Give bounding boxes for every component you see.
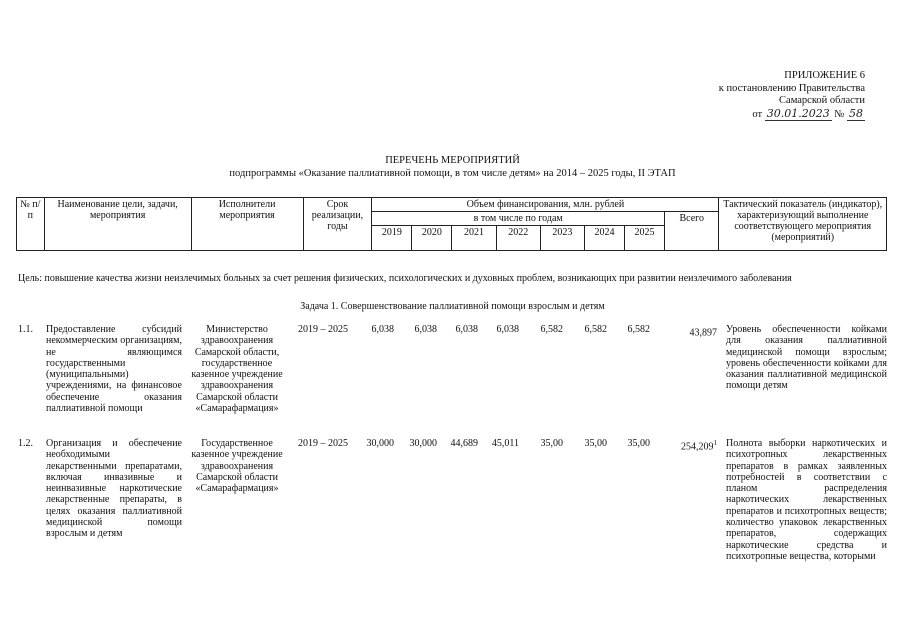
header-year: 2025: [624, 226, 664, 251]
row-name: Организация и обеспечение необходимыми лекарственными препаратами, включая инвазивные и неинвазивные наркотические лекарственные препараты, в целях оказания паллиативной медицинской помощи взрослым и детям: [46, 438, 182, 540]
appendix-line2: к постановлению Правительства: [718, 82, 865, 94]
header-year: 2019: [372, 226, 412, 251]
row-number: 1.2.: [18, 438, 33, 449]
row-value: 6,582: [584, 324, 607, 335]
row-indicator: Уровень обеспеченности койками для оказания паллиативной медицинской помощи взрослым; уровень обеспеченности койками для оказания паллиативной медицинской помощи детям: [726, 324, 887, 392]
row-value: 6,038: [496, 324, 519, 335]
document-title: ПЕРЕЧЕНЬ МЕРОПРИЯТИЙ: [385, 155, 520, 166]
appendix-block: [640, 70, 865, 121]
header-by-years: в том числе по годам: [372, 212, 665, 226]
header-year: 2023: [540, 226, 584, 251]
row-term: 2019 – 2025: [298, 438, 348, 449]
row-value: 6,038: [371, 324, 394, 335]
row-total-footnote: 1: [713, 439, 717, 447]
row-total-value: 254,209: [681, 441, 714, 453]
row-total-value: 43,897: [689, 327, 717, 339]
appendix-date-line: [640, 108, 865, 122]
row-number: 1.1.: [18, 324, 33, 335]
header-name: Наименование цели, задачи, мероприятия: [44, 198, 191, 251]
row-value: 6,038: [414, 324, 437, 335]
header-num: № п/п: [17, 198, 45, 251]
document-subtitle: подпрограммы «Оказание паллиативной помощи, в том числе детям» на 2014 – 2025 годы, II ЭТАП: [229, 168, 676, 179]
row-indicator: Полнота выборки наркотических и психотропных лекарственных препаратов в рамках заявленных потребностей в соответствии с планом распределения наркотических лекарственных препаратов и психотропных веществ; количество упаковок лекарственных препаратов, содержащих наркотические средства и психотропные вещества, которыми: [726, 438, 887, 562]
goal-text: Цель: повышение качества жизни неизлечимых больных за счет решения физических, психологических и духовных проблем, возникающих при развитии неизлечимого заболевания: [18, 273, 792, 284]
appendix-line3: Самарской области: [779, 95, 865, 106]
row-value: 30,000: [366, 438, 394, 449]
row-executor: Государственное казенное учреждение здравоохранения Самарской области «Самарафармация»: [191, 438, 283, 495]
row-name: Предоставление субсидий некоммерческим организациям, не являющимся государственными (муниципальными) учреждениями, на финансовое обеспечение оказания паллиативной помощи: [46, 324, 182, 415]
header-term: Срок реализации, годы: [303, 198, 372, 251]
row-value: 35,00: [540, 438, 563, 449]
header-year: 2024: [584, 226, 624, 251]
row-term: 2019 – 2025: [298, 324, 348, 335]
date-value: 30.01.2023: [766, 106, 830, 120]
row-value: 35,00: [584, 438, 607, 449]
header-year: 2021: [452, 226, 496, 251]
row-value: 6,582: [627, 324, 650, 335]
appendix-line1: ПРИЛОЖЕНИЕ 6: [784, 70, 865, 81]
header-year: 2020: [412, 226, 452, 251]
header-executor: Исполнители мероприятия: [191, 198, 303, 251]
header-volume: Объем финансирования, млн. рублей: [372, 198, 719, 212]
row-value: 6,038: [455, 324, 478, 335]
header-indicator: Тактический показатель (индикатор), характеризующий выполнение соответствующего мероприятия (мероприятий): [719, 198, 887, 251]
header-table: [16, 197, 887, 251]
header-year: 2022: [496, 226, 540, 251]
header-total: Всего: [665, 212, 719, 251]
task-heading: Задача 1. Совершенствование паллиативной помощи взрослым и детям: [300, 301, 605, 312]
number-prefix: №: [834, 108, 845, 120]
row-value: 6,582: [540, 324, 563, 335]
row-executor: Министерство здравоохранения Самарской области, государственное казенное учреждение здравоохранения Самарской области «Самарафармация»: [191, 324, 283, 415]
row-total: [655, 324, 717, 339]
row-value: 35,00: [627, 438, 650, 449]
number-value: 58: [849, 106, 863, 120]
row-value: 45,011: [491, 438, 519, 449]
row-value: 44,689: [450, 438, 478, 449]
date-prefix: от: [752, 108, 763, 120]
row-total: [655, 438, 717, 453]
row-value: 30,000: [409, 438, 437, 449]
